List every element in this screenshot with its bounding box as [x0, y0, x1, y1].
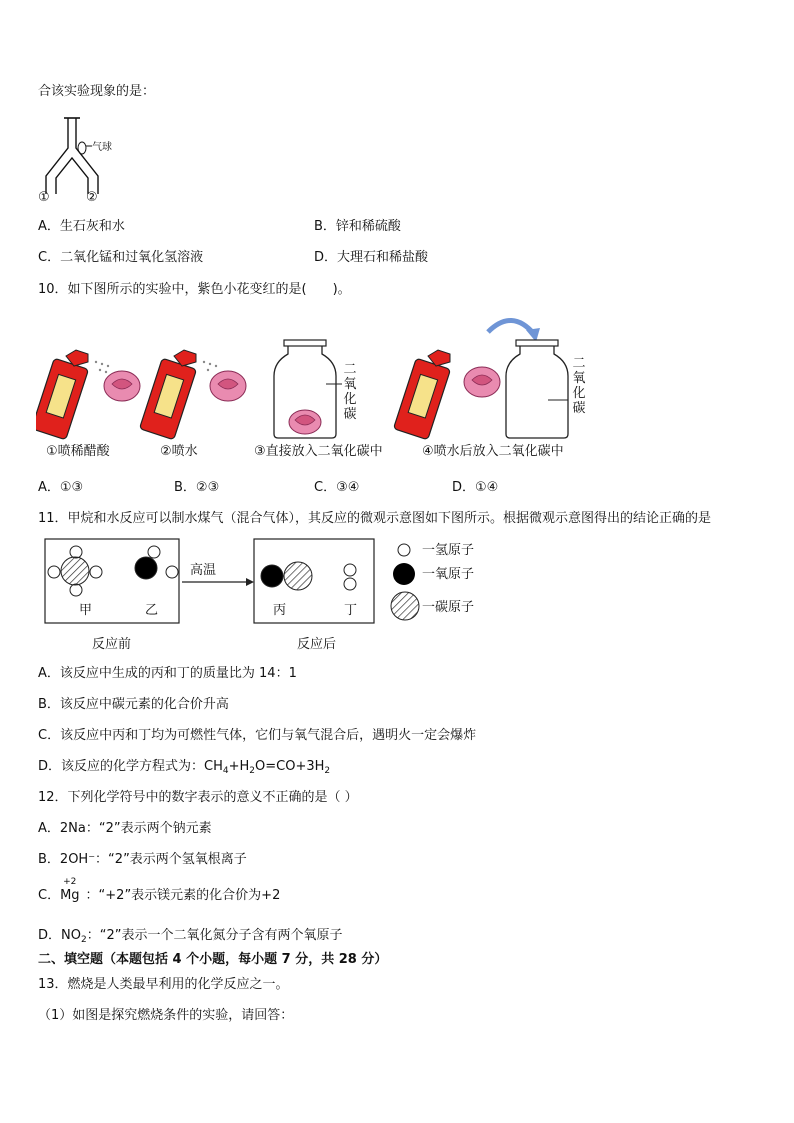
spray-mist [95, 361, 109, 373]
label-after: 反应后 [297, 637, 337, 652]
balloon-shape [78, 142, 86, 154]
spray-mist [203, 361, 217, 371]
q13-stem: 13．燃烧是人类最早利用的化学反应之一。 [38, 977, 289, 992]
spray-bottle-icon [36, 350, 89, 440]
q11-option-d: D．该反应的化学方程式为：$CH_4+H_2O=CO+3H_2$ [38, 759, 331, 776]
balloon-label: 气球 [92, 142, 112, 153]
label-before: 反应前 [92, 637, 132, 652]
q9-option-a: A．生石灰和水 [38, 219, 125, 234]
q10-caption-4: ④喷水后放入二氧化碳中 [422, 444, 564, 459]
q9-option-c: C．二氧化锰和过氧化氢溶液 [38, 250, 204, 265]
q10-caption-2: ②喷水 [160, 444, 198, 459]
q10-caption-3: ③直接放入二氧化碳中 [254, 444, 383, 459]
spray-bottle-icon [139, 350, 196, 440]
purple-flower-icon [464, 367, 500, 397]
q9-option-d: D．大理石和稀盐酸 [314, 250, 429, 265]
spray-bottle-icon [393, 350, 450, 440]
reaction-condition: 高温 [190, 563, 217, 578]
co2-jar-icon [274, 340, 342, 438]
q11-option-b: B．该反应中碳元素的化合价升高 [38, 697, 229, 712]
q10-option-c: C．③④ [314, 480, 360, 495]
co2-label-jar3: 二 氧 化 碳 [343, 362, 357, 422]
q12-option-a: A．2Na：“2”表示两个钠元素 [38, 821, 212, 836]
co2-jar-icon [506, 340, 568, 438]
legend-carbon: 一碳原子 [422, 600, 475, 615]
legend-carbon-icon [391, 592, 419, 620]
tube-left-label: ① [38, 190, 50, 205]
y-tube-outer [46, 118, 98, 194]
y-tube-inner [56, 158, 88, 194]
q13-sub1: （1）如图是探究燃烧条件的实验，请回答： [38, 1008, 294, 1023]
tube-right-label: ② [86, 190, 98, 205]
q11-option-a: A．该反应中生成的丙和丁的质量比为 14：1 [38, 666, 297, 681]
purple-flower-icon [104, 371, 140, 401]
q11-option-c: C．该反应中丙和丁均为可燃性气体，它们与氧气混合后，遇明火一定会爆炸 [38, 728, 477, 743]
q10-option-b: B．②③ [174, 480, 220, 495]
q12-option-c: C． +2 Mg ：“+2”表示镁元素的化合价为+2 [38, 877, 281, 903]
q9-option-b: B．锌和稀硫酸 [314, 219, 401, 234]
q12-stem: 12．下列化学符号中的数字表示的意义不正确的是（ ） [38, 790, 358, 805]
curved-arrow-icon [488, 320, 534, 334]
label-ding: 丁 [344, 603, 358, 618]
q10-caption-1: ①喷稀醋酸 [46, 444, 110, 459]
intro-line: 合该实验现象的是： [38, 84, 156, 99]
q10-option-d: D．①④ [452, 480, 499, 495]
label-yi: 乙 [145, 603, 159, 618]
legend-oxygen: 一氧原子 [422, 567, 475, 582]
label-bing: 丙 [273, 603, 287, 618]
legend-oxygen-icon [393, 563, 415, 585]
legend-hydrogen: 一氢原子 [422, 543, 475, 558]
q12-option-d: D．$NO_2$：“2”表示一个二氧化氮分子含有两个氧原子 [38, 928, 343, 945]
q10-stem: 10．如下图所示的实验中，紫色小花变红的是( )。 [38, 282, 351, 297]
label-jia: 甲 [79, 603, 93, 618]
q11-stem: 11．甲烷和水反应可以制水煤气（混合气体），其反应的微观示意图如下图所示。根据微观示意图得出的结论正确的是 [38, 511, 712, 526]
purple-flower-icon [210, 371, 246, 401]
q12-option-b: B．2OH⁻：“2”表示两个氢氧根离子 [38, 852, 247, 867]
section-2-heading: 二、填空题（本题包括 4 个小题，每小题 7 分，共 28 分） [38, 952, 388, 967]
co2-label-jar4: 二 氧 化 碳 [572, 356, 586, 416]
mg-with-valence: +2 Mg [60, 877, 80, 903]
q10-figure [36, 310, 596, 442]
q10-option-a: A．①③ [38, 480, 84, 495]
legend-hydrogen-icon [398, 544, 410, 556]
